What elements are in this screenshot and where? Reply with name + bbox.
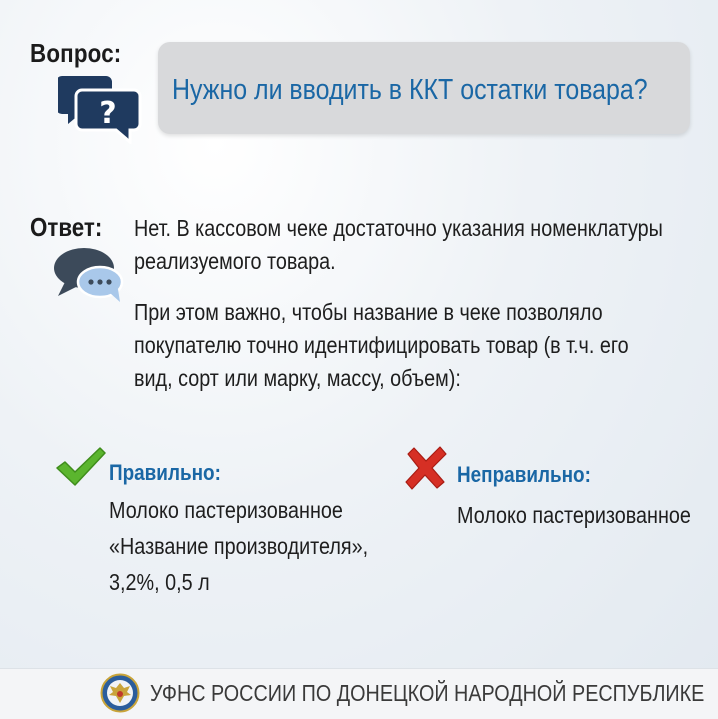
check-icon xyxy=(54,446,106,488)
correct-title: Правильно: xyxy=(109,460,221,485)
question-chat-icon xyxy=(58,72,142,144)
footer-organization: УФНС РОССИИ ПО ДОНЕЦКОЙ НАРОДНОЙ РЕСПУБЛИКЕ xyxy=(150,680,705,706)
svg-text:?: ? xyxy=(99,96,117,131)
answer-chat-icon xyxy=(52,246,128,304)
fns-emblem-icon xyxy=(100,673,140,713)
answer-paragraph-1: Нет. В кассовом чеке достаточно указания номенклатуры реализуемого товара. xyxy=(134,215,663,274)
incorrect-example: Молоко пастеризованное xyxy=(457,502,691,528)
question-label: Вопрос: xyxy=(30,38,122,68)
answer-label: Ответ: xyxy=(30,212,103,242)
question-text: Нужно ли вводить в ККТ остатки товара? xyxy=(172,74,648,106)
incorrect-title: Неправильно: xyxy=(457,462,591,487)
cross-icon xyxy=(402,444,450,490)
correct-example: Молоко пастеризованное «Название производителя», 3,2%, 0,5 л xyxy=(109,497,369,595)
answer-paragraph-2: При этом важно, чтобы название в чеке позволяло покупателю точно идентифицировать товар (в т.ч. его вид, сорт или марку, массу, объем): xyxy=(134,299,629,391)
